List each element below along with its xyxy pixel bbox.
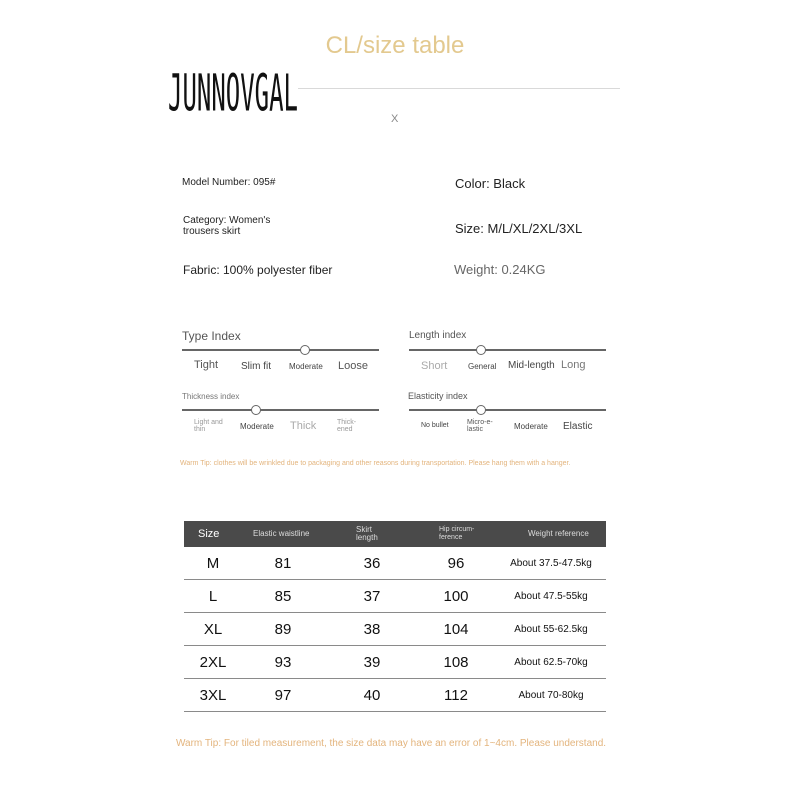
cell-skirt-length: 38 [363, 620, 381, 638]
type-label-tight: Tight [194, 359, 219, 371]
type-index-knob [300, 345, 310, 355]
cell-waistline: 89 [274, 620, 292, 638]
cell-weight: About 62.5-70kg [514, 656, 588, 668]
size-table-header [184, 521, 606, 547]
cell-waistline: 85 [274, 587, 292, 605]
warm-tip-packaging: Warm Tip: clothes will be wrinkled due to packaging and other reasons during transportation. Please hang them with a hanger. [180, 460, 571, 467]
type-label-moderate: Moderate [289, 362, 323, 371]
elasticity-index-title: Elasticity index [408, 391, 468, 401]
thickness-label-thick: Thick [290, 420, 317, 432]
cell-waistline: 93 [274, 653, 292, 671]
thickness-index-track [182, 409, 379, 411]
close-mark: X [391, 113, 399, 125]
table-row [184, 613, 606, 646]
size-info: Size: M/L/XL/2XL/3XL [455, 221, 583, 236]
cell-weight: About 47.5-55kg [514, 590, 588, 602]
header-size: Size [198, 528, 220, 540]
cell-size: 3XL [199, 686, 227, 704]
length-label-short: Short [421, 360, 448, 372]
type-index-title: Type Index [182, 329, 241, 343]
cell-hip: 104 [443, 620, 469, 638]
model-number: Model Number: 095# [182, 177, 276, 188]
cell-hip: 112 [444, 686, 468, 704]
table-row [184, 679, 606, 712]
fabric-info: Fabric: 100% polyester fiber [183, 263, 333, 277]
thickness-index-title: Thickness index [182, 392, 240, 401]
length-index-knob [476, 345, 486, 355]
cell-weight: About 37.5-47.5kg [510, 557, 592, 569]
header-skirt-length: Skirt length [356, 525, 378, 542]
brand-logo-text: JUNNOVGAL [168, 64, 298, 124]
table-row [184, 646, 606, 679]
table-row [184, 547, 606, 580]
header-divider [298, 88, 620, 89]
header-hip: Hip circum-ference [439, 526, 475, 541]
cell-skirt-length: 39 [363, 653, 381, 671]
cell-size: XL [203, 620, 223, 638]
cell-weight: About 55-62.5kg [514, 623, 588, 635]
type-label-loose: Loose [338, 360, 368, 372]
length-label-general: General [468, 362, 497, 371]
type-index-track [182, 349, 379, 351]
size-table [184, 521, 606, 712]
cell-hip: 108 [443, 653, 469, 671]
header-waistline: Elastic waistline [253, 529, 310, 538]
category-line-2: trousers skirt [183, 226, 241, 237]
cell-waistline: 97 [274, 686, 292, 704]
cell-waistline: 81 [274, 554, 292, 572]
header-weight: Weight reference [528, 529, 589, 538]
thickness-label-light: Light and thin [194, 419, 223, 433]
elasticity-label-nobullet: No bullet [421, 422, 449, 429]
thickness-label-moderate: Moderate [240, 422, 274, 431]
cell-hip: 100 [443, 587, 469, 605]
elasticity-label-micro: Micro-e-lastic [467, 419, 493, 433]
warm-tip-measurement: Warm Tip: For tiled measurement, the size data may have an error of 1~4cm. Please understand. [175, 738, 607, 749]
thickness-index-knob [251, 405, 261, 415]
cell-skirt-length: 40 [363, 686, 381, 704]
length-index-title: Length index [409, 330, 467, 341]
cell-size: L [208, 587, 218, 605]
size-table-body [184, 547, 606, 712]
elasticity-index-knob [476, 405, 486, 415]
cell-size: M [206, 554, 220, 572]
length-label-midlength: Mid-length [508, 360, 555, 371]
elasticity-label-moderate: Moderate [514, 422, 548, 431]
length-index-track [409, 349, 606, 351]
thickness-label-thickened: Thick-ened [337, 419, 357, 433]
type-label-slim: Slim fit [241, 361, 271, 372]
elasticity-label-elastic: Elastic [563, 421, 593, 432]
cell-size: 2XL [199, 653, 227, 671]
page-title: CL/size table [325, 32, 465, 59]
weight-info: Weight: 0.24KG [454, 262, 546, 277]
category-line-1: Category: Women's [183, 215, 271, 226]
cell-hip: 96 [447, 554, 465, 572]
color-info: Color: Black [455, 176, 526, 191]
length-label-long: Long [561, 359, 586, 371]
elasticity-index-track [409, 409, 606, 411]
cell-weight: About 70-80kg [518, 689, 584, 701]
cell-skirt-length: 36 [363, 554, 381, 572]
cell-skirt-length: 37 [363, 587, 381, 605]
brand-logo [166, 58, 306, 124]
table-row [184, 580, 606, 613]
